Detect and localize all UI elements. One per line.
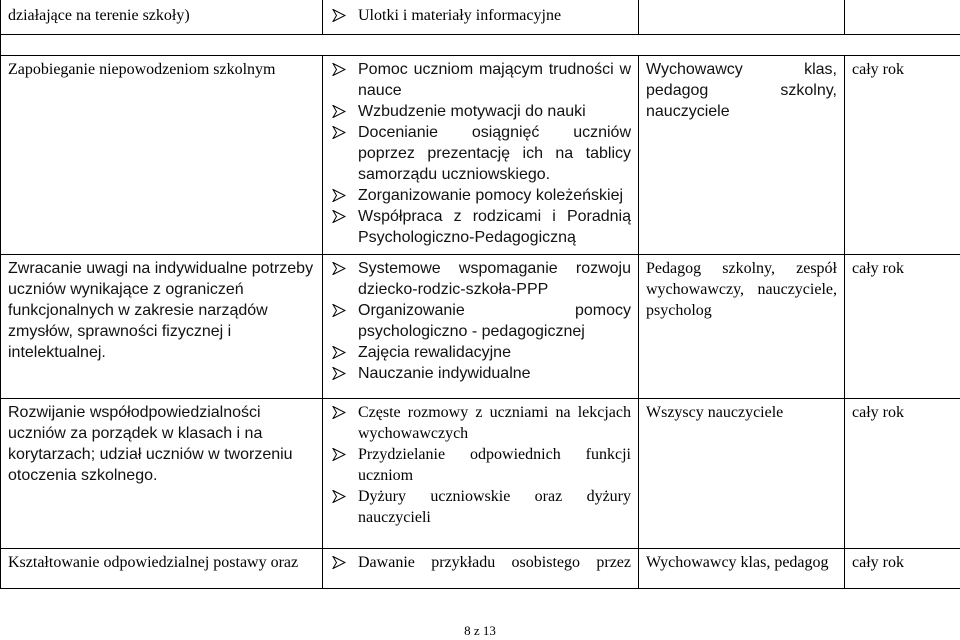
responsible-cell: Wszyscy nauczyciele	[639, 399, 845, 549]
goal-text: Zwracanie uwagi na indywidualne potrzeby uczniów wynikające z ograniczeń funkcjonalnych w zakresie narządów zmysłów, sprawności fizycznej i intelektualnej.	[8, 260, 314, 361]
table-row	[1, 56, 960, 255]
term-cell: cały rok	[845, 399, 960, 549]
arrow-bullet-icon	[332, 346, 346, 359]
arrow-bullet-icon	[332, 9, 346, 22]
arrow-bullet-icon	[332, 126, 346, 139]
arrow-bullet-icon	[332, 406, 346, 419]
tasks-cell	[323, 399, 639, 549]
responsible-cell: Wychowawcy klas, pedagog szkolny, nauczyciele	[639, 56, 845, 255]
list-item: Docenianie osiągnięć uczniów poprzez prezentację ich na tablicy samorządu uczniowskiego.	[330, 122, 631, 185]
goal-cell	[1, 255, 323, 399]
term-cell: cały rok	[845, 255, 960, 399]
task-list	[330, 552, 631, 573]
page-number: 8 z 13	[464, 623, 496, 638]
list-item: Ulotki i materiały informacyjne	[330, 5, 631, 26]
list-item: Systemowe wspomaganie rozwoju dziecko-rodzic-szkoła-PPP	[330, 258, 631, 300]
list-item: Dyżury uczniowskie oraz dyżury nauczycieli	[330, 486, 631, 528]
table-row	[1, 549, 960, 589]
table-row	[1, 0, 960, 35]
arrow-bullet-icon	[332, 490, 346, 503]
responsible-cell	[639, 0, 845, 35]
goal-cell	[1, 56, 323, 255]
tasks-cell	[323, 0, 639, 35]
task-list	[330, 59, 631, 248]
table-row	[1, 399, 960, 549]
responsible-cell: Wychowawcy klas, pedagog	[639, 549, 845, 589]
list-item: Wzbudzenie motywacji do nauki	[330, 101, 631, 122]
arrow-bullet-icon	[332, 105, 346, 118]
arrow-bullet-icon	[332, 367, 346, 380]
goal-text: Rozwijanie współodpowiedzialności uczniów za porządek w klasach i na korytarzach; udział uczniów w tworzeniu otoczenia szkolnego.	[8, 404, 293, 484]
list-item: Częste rozmowy z uczniami na lekcjach wychowawczych	[330, 402, 631, 444]
goal-cell	[1, 0, 323, 35]
tasks-cell	[323, 549, 639, 589]
arrow-bullet-icon	[332, 262, 346, 275]
goal-text: Zapobieganie niepowodzeniom szkolnym	[8, 61, 276, 78]
responsible-cell: Pedagog szkolny, zespół wychowawczy, nauczyciele, psycholog	[639, 255, 845, 399]
task-list	[330, 5, 631, 26]
arrow-bullet-icon	[332, 556, 346, 569]
list-item: Przydzielanie odpowiednich funkcji uczniom	[330, 444, 631, 486]
list-item: Nauczanie indywidualne	[330, 363, 631, 384]
list-item: Zajęcia rewalidacyjne	[330, 342, 631, 363]
table-row	[1, 255, 960, 399]
list-item: Organizowanie pomocy psychologiczno - pedagogicznej	[330, 300, 631, 342]
task-list	[330, 402, 631, 528]
task-list	[330, 258, 631, 384]
tasks-cell	[323, 255, 639, 399]
list-item: Współpraca z rodzicami i Poradnią Psychologiczno-Pedagogiczną	[330, 206, 631, 248]
term-cell: cały rok	[845, 549, 960, 589]
term-cell	[845, 0, 960, 35]
arrow-bullet-icon	[332, 304, 346, 317]
arrow-bullet-icon	[332, 210, 346, 223]
term-cell: cały rok	[845, 56, 960, 255]
arrow-bullet-icon	[332, 63, 346, 76]
goal-text: działające na terenie szkoły)	[8, 7, 190, 24]
list-item: Zorganizowanie pomocy koleżeńskiej	[330, 185, 631, 206]
list-item: Dawanie przykładu osobistego przez	[330, 552, 631, 573]
list-item: Pomoc uczniom mającym trudności w nauce	[330, 59, 631, 101]
arrow-bullet-icon	[332, 448, 346, 461]
goal-cell	[1, 399, 323, 549]
tasks-cell	[323, 56, 639, 255]
arrow-bullet-icon	[332, 189, 346, 202]
goal-cell	[1, 549, 323, 589]
goal-text: Kształtowanie odpowiedzialnej postawy oraz	[8, 554, 299, 571]
